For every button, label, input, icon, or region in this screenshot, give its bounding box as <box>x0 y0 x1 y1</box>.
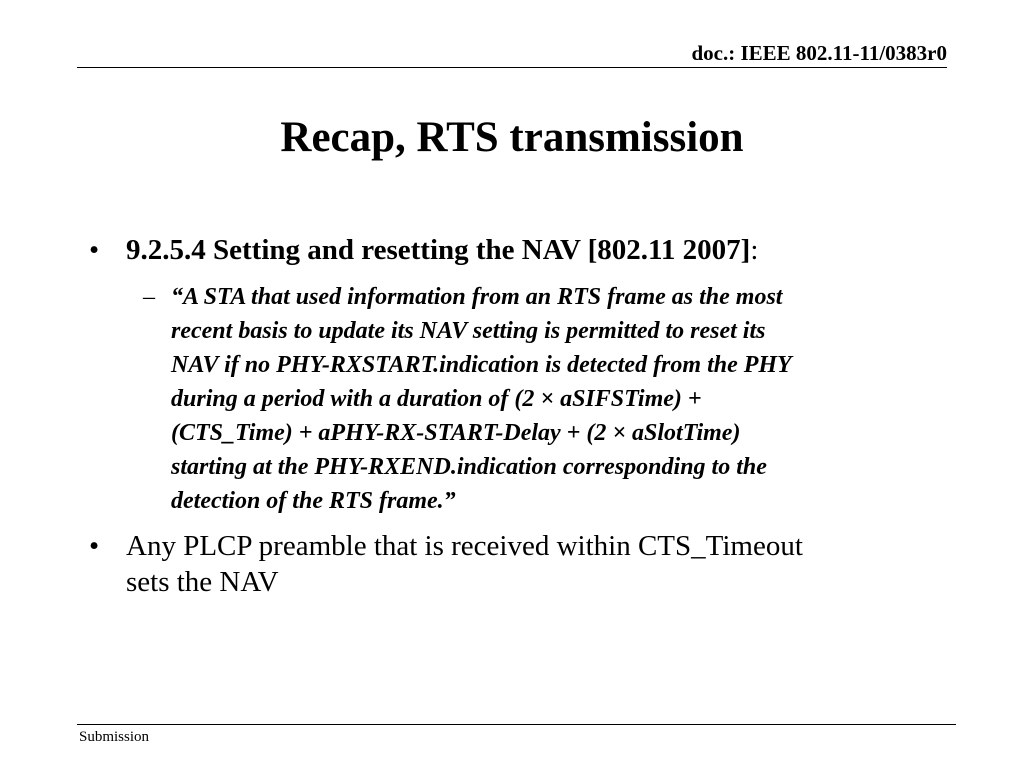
quote-line: NAV if no PHY-RXSTART.indication is detected from the PHY <box>171 352 792 378</box>
quote-line: “A STA that used information from an RTS frame as the most <box>171 284 783 310</box>
quote-line: (CTS_Time) + aPHY-RX-START-Delay + (2 × aSlotTime) <box>171 420 741 446</box>
footer-label: Submission <box>79 729 150 745</box>
quote-line: starting at the PHY-RXEND.indication corresponding to the <box>171 454 767 480</box>
bullet-marker: • <box>89 234 100 266</box>
header-rule <box>77 67 947 68</box>
sub-bullet-marker: – <box>143 284 155 310</box>
bullet-nav-section-text: 9.2.5.4 Setting and resetting the NAV [802.11 2007] <box>126 234 751 266</box>
standard-quote <box>171 280 931 518</box>
bullet-plcp-preamble <box>126 528 946 600</box>
quote-line: detection of the RTS frame.” <box>171 488 456 514</box>
bullet-nav-section <box>126 232 946 268</box>
bullet-line: sets the NAV <box>126 566 279 598</box>
bullet-marker: • <box>89 530 100 562</box>
bullet-line: Any PLCP preamble that is received within CTS_Timeout <box>126 530 803 562</box>
quote-line: recent basis to update its NAV setting is permitted to reset its <box>171 318 766 344</box>
bullet-nav-section-colon: : <box>750 234 759 266</box>
slide-title: Recap, RTS transmission <box>280 114 744 161</box>
quote-line: during a period with a duration of (2 × aSIFSTime) + <box>171 386 702 412</box>
footer-rule <box>77 724 956 725</box>
document-id: doc.: IEEE 802.11-11/0383r0 <box>691 41 947 65</box>
